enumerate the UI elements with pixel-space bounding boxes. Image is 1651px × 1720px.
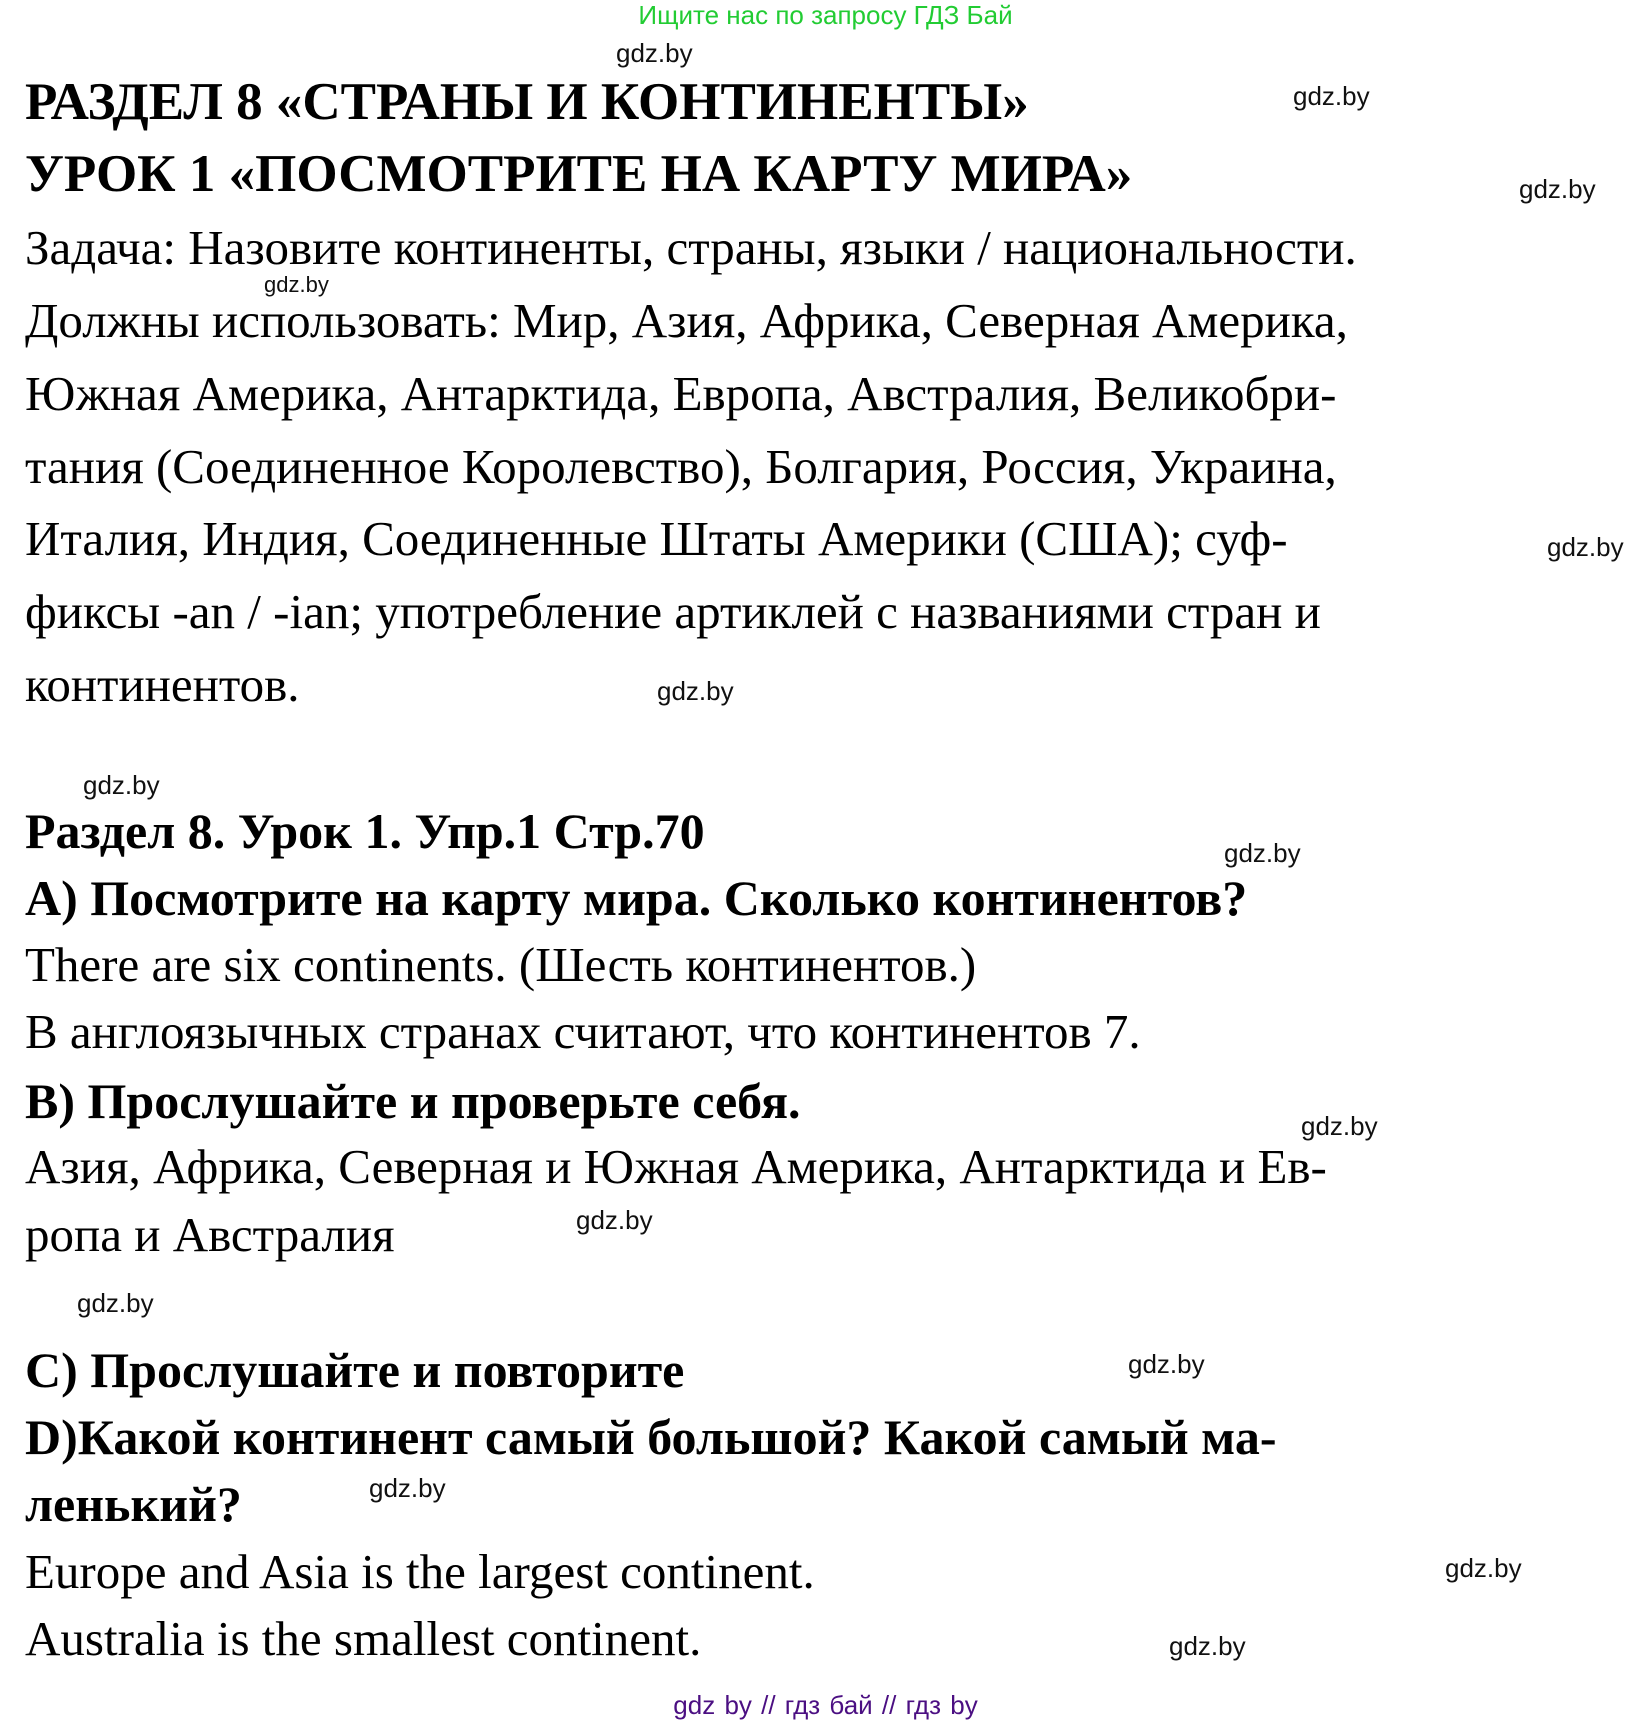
intro-line: Италия, Индия, Соединенные Штаты Америки (США); суф- bbox=[25, 511, 1288, 566]
search-banner: Ищите нас по запросу ГДЗ Бай bbox=[638, 0, 1013, 30]
watermark: gdz.by bbox=[1519, 174, 1596, 204]
watermark: gdz.by bbox=[616, 38, 693, 68]
intro-line: фиксы -an / -ian; употребление артиклей с названиями стран и bbox=[25, 584, 1321, 639]
exercise-title: Раздел 8. Урок 1. Упр.1 Стр.70 bbox=[25, 803, 705, 859]
watermark: gdz.by bbox=[1301, 1111, 1378, 1141]
intro-line: Задача: Назовите континенты, страны, языки / национальности. bbox=[25, 220, 1357, 275]
task-b-answer: ропа и Австралия bbox=[25, 1207, 395, 1262]
task-c-question: C) Прослушайте и повторите bbox=[25, 1342, 685, 1398]
lesson-title: УРОК 1 «ПОСМОТРИТЕ НА КАРТУ МИРА» bbox=[25, 145, 1133, 203]
watermark: gdz.by bbox=[1445, 1553, 1522, 1583]
watermark: gdz.by bbox=[264, 272, 329, 297]
watermark: gdz.by bbox=[1128, 1349, 1205, 1379]
watermark: gdz.by bbox=[369, 1473, 446, 1503]
footer-links: gdz by // гдз бай // гдз by bbox=[673, 1690, 978, 1720]
intro-line: континентов. bbox=[25, 657, 300, 712]
task-a-question: A) Посмотрите на карту мира. Сколько континентов? bbox=[25, 870, 1248, 926]
section-title: РАЗДЕЛ 8 «СТРАНЫ И КОНТИНЕНТЫ» bbox=[25, 73, 1029, 131]
task-b-question: B) Прослушайте и проверьте себя. bbox=[25, 1073, 801, 1129]
task-b-answer: Азия, Африка, Северная и Южная Америка, Антарктида и Ев- bbox=[25, 1139, 1327, 1194]
intro-line: Должны использовать: Мир, Азия, Африка, Северная Америка, bbox=[25, 293, 1348, 348]
watermark: gdz.by bbox=[657, 676, 734, 706]
task-d-answer: Europe and Asia is the largest continent. bbox=[25, 1544, 815, 1599]
watermark: gdz.by bbox=[1224, 838, 1301, 868]
task-d-question: ленький? bbox=[25, 1476, 242, 1532]
intro-line: тания (Соединенное Королевство), Болгария, Россия, Украина, bbox=[25, 439, 1337, 494]
watermark: gdz.by bbox=[576, 1205, 653, 1235]
watermark: gdz.by bbox=[1293, 81, 1370, 111]
task-a-answer: There are six continents. (Шесть континентов.) bbox=[25, 937, 977, 992]
watermark: gdz.by bbox=[77, 1288, 154, 1318]
watermark: gdz.by bbox=[1547, 532, 1624, 562]
intro-line: Южная Америка, Антарктида, Европа, Австралия, Великобри- bbox=[25, 366, 1337, 421]
task-a-answer: В англоязычных странах считают, что континентов 7. bbox=[25, 1004, 1141, 1059]
watermark: gdz.by bbox=[83, 770, 160, 800]
task-d-answer: Australia is the smallest continent. bbox=[25, 1611, 702, 1666]
watermark: gdz.by bbox=[1169, 1631, 1246, 1661]
task-d-question: D)Какой континент самый большой? Какой самый ма- bbox=[25, 1409, 1277, 1465]
